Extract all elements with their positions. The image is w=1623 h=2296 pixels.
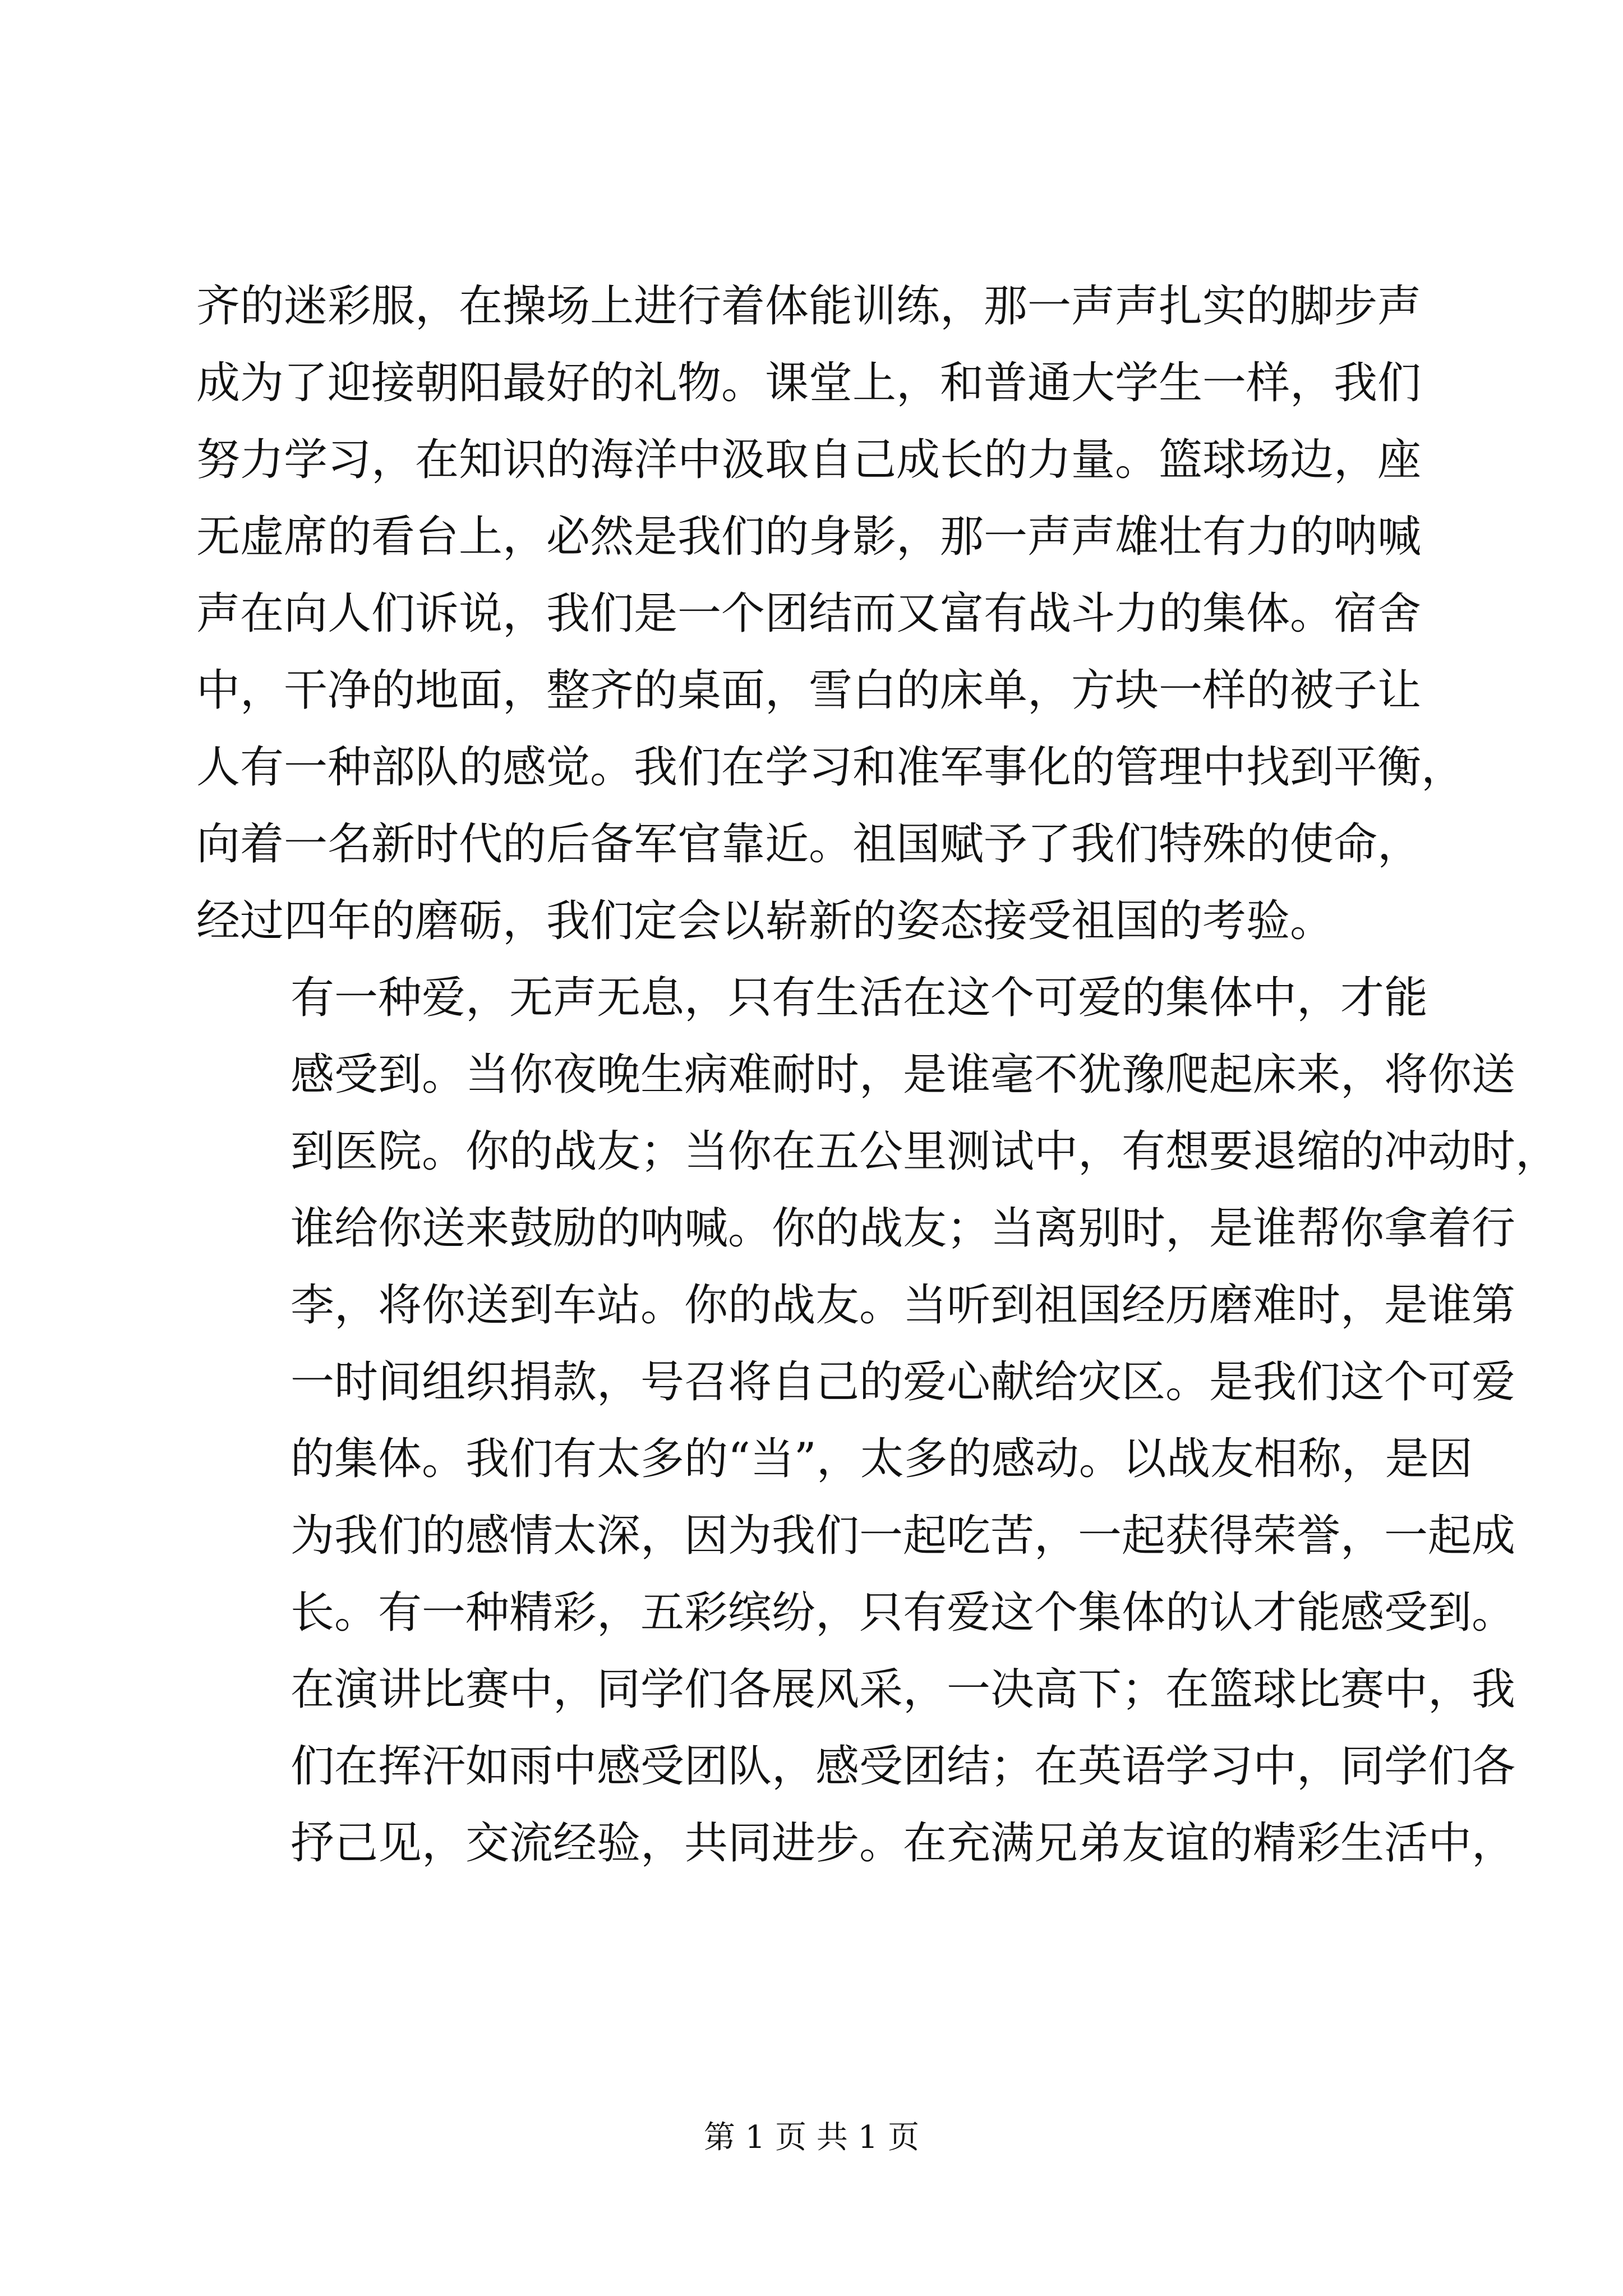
paragraph-1: [196, 268, 1465, 960]
text-line: 努力学习，在知识的海洋中汲取自己成长的力量。篮球场边，座: [196, 435, 1422, 485]
text-line: 到医院。你的战友；当你在五公里测试中，有想要退缩的冲动时，: [291, 1126, 1560, 1177]
text-line: 感受到。当你夜晚生病难耐时，是谁毫不犹豫爬起床来，将你送: [291, 1050, 1516, 1100]
page-footer: [0, 2113, 1623, 2157]
text-line: 们在挥汗如雨中感受团队，感受团结；在英语学习中，同学们各: [291, 1741, 1516, 1792]
text-line: 长。有一种精彩，五彩缤纷，只有爱这个集体的认才能感受到。: [291, 1588, 1516, 1638]
text-line: 人有一种部队的感觉。我们在学习和准军事化的管理中找到平衡，: [196, 742, 1465, 793]
page-number-label: 第 1 页 共 1 页: [703, 2119, 920, 2156]
text-line: 齐的迷彩服，在操场上进行着体能训练，那一声声扎实的脚步声: [196, 281, 1422, 332]
text-line: 声在向人们诉说，我们是一个团结而又富有战斗力的集体。宿舍: [196, 588, 1422, 639]
text-line: 成为了迎接朝阳最好的礼物。课堂上，和普通大学生一样，我们: [196, 358, 1422, 408]
paragraph-2: [196, 960, 1560, 1882]
text-line: 在演讲比赛中，同学们各展风采，一决高下；在篮球比赛中，我: [291, 1664, 1516, 1715]
text-line: 无虚席的看台上，必然是我们的身影，那一声声雄壮有力的呐喊: [196, 512, 1422, 562]
text-line: 向着一名新时代的后备军官靠近。祖国赋予了我们特殊的使命，: [196, 819, 1422, 869]
text-line: 李，将你送到车站。你的战友。当听到祖国经历磨难时，是谁第: [291, 1280, 1516, 1331]
text-line: 为我们的感情太深，因为我们一起吃苦，一起获得荣誉，一起成: [291, 1511, 1516, 1561]
text-line: 一时间组织捐款，号召将自己的爱心献给灾区。是我们这个可爱: [291, 1357, 1516, 1407]
text-line: 中，干净的地面，整齐的桌面，雪白的床单，方块一样的被子让: [196, 665, 1422, 716]
text-line: 抒己见，交流经验，共同进步。在充满兄弟友谊的精彩生活中，: [291, 1818, 1516, 1869]
text-line: 经过四年的磨砺，我们定会以崭新的姿态接受祖国的考验。: [196, 896, 1334, 946]
body-text: [196, 268, 1560, 1882]
text-line: 有一种爱，无声无息，只有生活在这个可爱的集体中，才能: [291, 973, 1428, 1023]
text-line: 的集体。我们有太多的“当”，太多的感动。以战友相称，是因: [291, 1434, 1473, 1484]
text-line: 谁给你送来鼓励的呐喊。你的战友；当离别时，是谁帮你拿着行: [291, 1203, 1516, 1254]
